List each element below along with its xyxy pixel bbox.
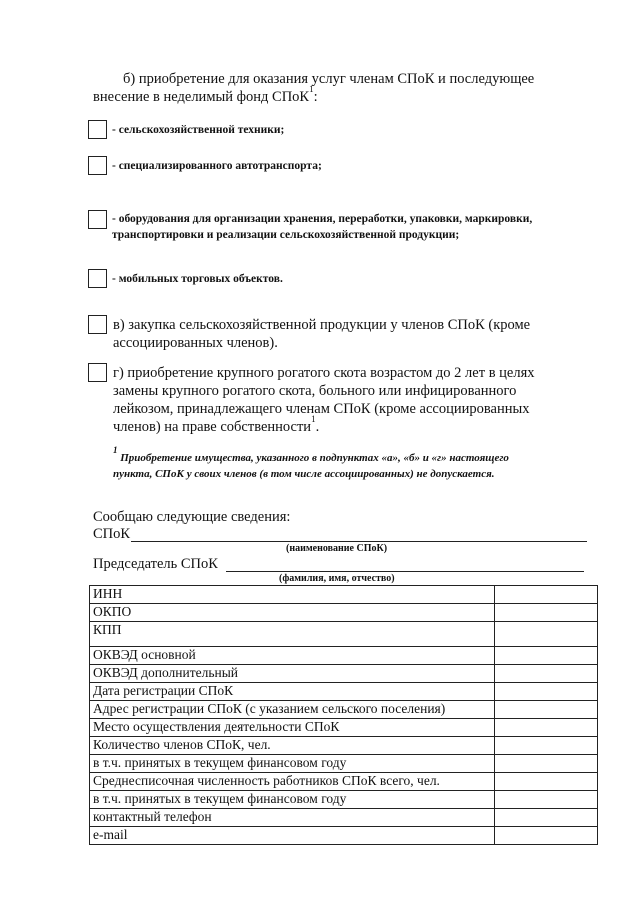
staff-count-value-cell[interactable] [495, 773, 598, 791]
checkbox-special-vehicles[interactable] [88, 156, 107, 175]
option-equipment-label-1: - оборудования для организации хранения, переработки, упаковки, маркировки, [112, 213, 533, 225]
activity-place-value-cell[interactable] [495, 719, 598, 737]
info-table [89, 585, 598, 845]
kpp-value-cell[interactable] [495, 622, 598, 647]
table-row: Дата регистрации СПоК [90, 683, 598, 701]
option-equipment-label-2: транспортировки и реализации сельскохозяйственной продукции; [112, 229, 460, 241]
okved-extra-value-cell[interactable] [495, 665, 598, 683]
spok-caption: (наименование СПоК) [286, 543, 388, 554]
reg-address-value-cell[interactable] [495, 701, 598, 719]
info-intro: Сообщаю следующие сведения: [93, 509, 291, 525]
reg-date-value-cell[interactable] [495, 683, 598, 701]
okpo-value-cell[interactable] [495, 604, 598, 622]
table-row: в т.ч. принятых в текущем финансовом году [90, 755, 598, 773]
chairman-name-field[interactable] [226, 570, 584, 572]
staff-new-value-cell[interactable] [495, 791, 598, 809]
option-agri-machinery-label: - сельскохозяйственной техники; [112, 124, 285, 136]
members-count-value-cell[interactable] [495, 737, 598, 755]
footnote: $^1$ Приобретение имущества, указанного в подпунктах «а», «б» и «г» настоящего пункта, СПоК у своих членов (в том числе ассоциированных) не допускается. [113, 445, 509, 480]
table-row: Место осуществления деятельности СПоК [90, 719, 598, 737]
footnote-ref: 1 [309, 84, 314, 95]
spok-name-field[interactable] [131, 540, 587, 542]
table-row: ОКПО [90, 604, 598, 622]
chairman-label: Председатель СПоК [93, 556, 218, 572]
checkbox-cattle[interactable] [88, 363, 107, 382]
table-row: ОКВЭД основной [90, 647, 598, 665]
intro-line-1: б) приобретение для оказания услуг членам СПоК и последующее [123, 71, 535, 87]
checkbox-agri-machinery[interactable] [88, 120, 107, 139]
checkbox-equipment[interactable] [88, 210, 107, 229]
option-purchase-produce: в) закупка сельскохозяйственной продукции у членов СПоК (кроме ассоциированных членов). [113, 317, 531, 351]
footnote-ref: 1 [311, 414, 316, 425]
option-special-vehicles-label: - специализированного автотранспорта; [112, 160, 322, 172]
option-mobile-trade-label: - мобильных торговых объектов. [112, 273, 283, 285]
table-row: Адрес регистрации СПоК (с указанием сельского поселения) [90, 701, 598, 719]
intro-line-2: внесение в неделимый фонд СПоК$^1$: [93, 84, 318, 105]
table-row: Среднесписочная численность работников СПоК всего, чел. [90, 773, 598, 791]
table-row: ИНН [90, 586, 598, 604]
option-cattle: г) приобретение крупного рогатого скота возрастом до 2 лет в целях замены крупного рогатого скота, больного или инфицированного лейкозом, принадлежащего членам СПоК (кроме ассоциированных членов) на праве собственности$^1$. [113, 365, 535, 435]
phone-value-cell[interactable] [495, 809, 598, 827]
table-row: в т.ч. принятых в текущем финансовом году [90, 791, 598, 809]
checkbox-mobile-trade[interactable] [88, 269, 107, 288]
email-value-cell[interactable] [495, 827, 598, 845]
table-row: ОКВЭД дополнительный [90, 665, 598, 683]
members-new-value-cell[interactable] [495, 755, 598, 773]
footnote-marker: 1 [113, 445, 118, 456]
okved-main-value-cell[interactable] [495, 647, 598, 665]
inn-value-cell[interactable] [495, 586, 598, 604]
table-row: Количество членов СПоК, чел. [90, 737, 598, 755]
checkbox-purchase-produce[interactable] [88, 315, 107, 334]
table-row: контактный телефон [90, 809, 598, 827]
chairman-caption: (фамилия, имя, отчество) [279, 573, 395, 584]
intro-paragraph [93, 70, 596, 106]
table-row: КПП [90, 622, 598, 647]
table-row: e-mail [90, 827, 598, 845]
spok-label: СПоК [93, 526, 131, 542]
